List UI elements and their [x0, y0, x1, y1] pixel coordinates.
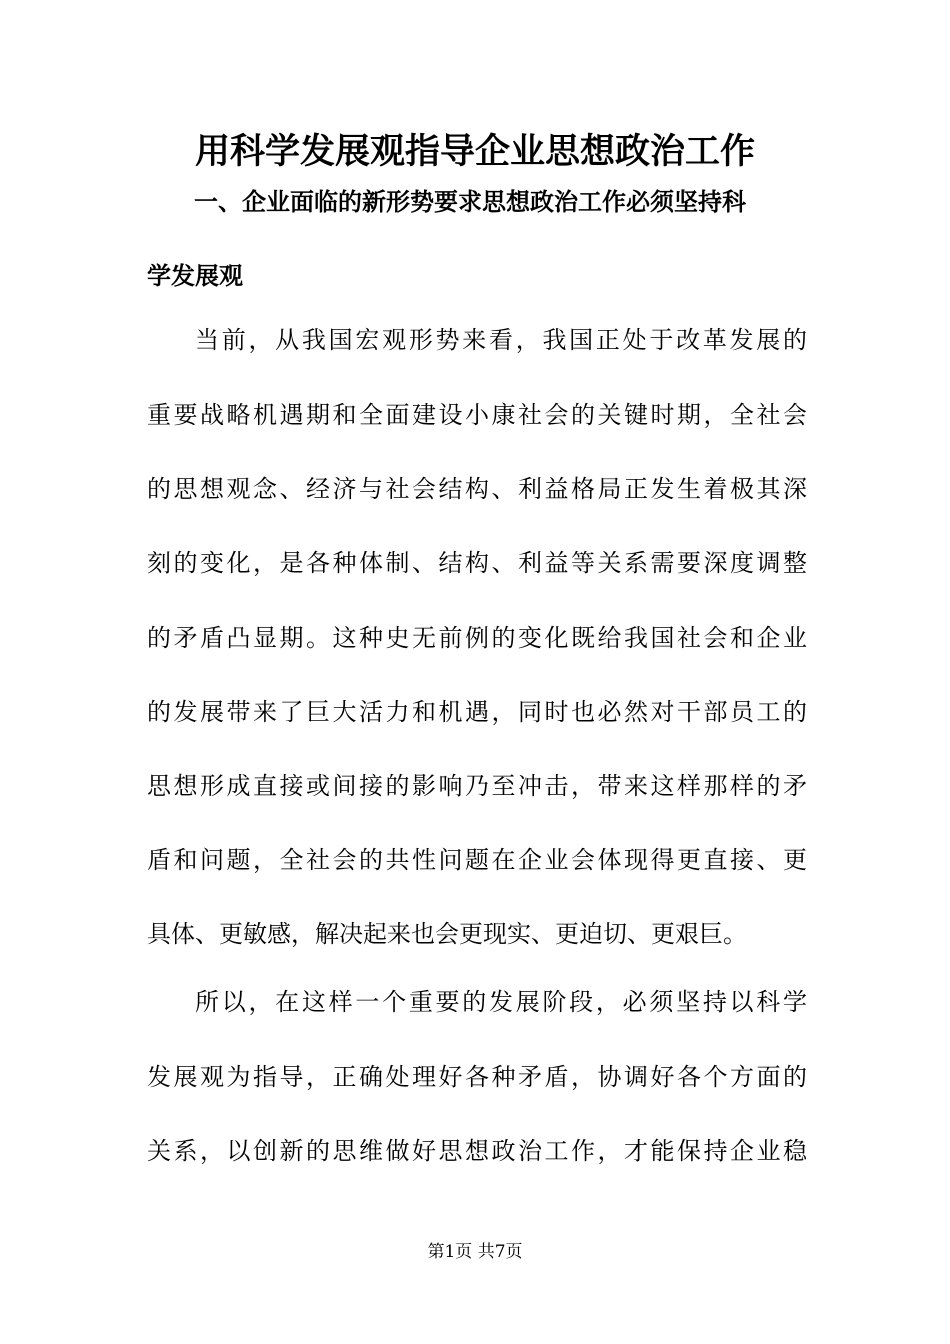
paragraph-2-line-1: 所以，在这样一个重要的发展阶段，必须坚持以科学: [195, 988, 807, 1016]
paragraph-1-line-7: 思想形成直接或间接的影响乃至冲击，带来这样那样的矛: [147, 772, 807, 800]
paragraph-2-line-3: 关系，以创新的思维做好思想政治工作，才能保持企业稳: [147, 1137, 807, 1165]
paragraph-1-line-8: 盾和问题，全社会的共性问题在企业会体现得更直接、更: [147, 846, 807, 874]
paragraph-1-line-3: 的思想观念、经济与社会结构、利益格局正发生着极其深: [147, 475, 807, 503]
paragraph-1-line-4: 刻的变化，是各种体制、结构、利益等关系需要深度调整: [147, 549, 807, 577]
paragraph-1-line-9: 具体、更敏感，解决起来也会更现实、更迫切、更艰巨。: [147, 920, 747, 948]
paragraph-1-line-6: 的发展带来了巨大活力和机遇，同时也必然对干部员工的: [147, 698, 807, 726]
document-title: 用科学发展观指导企业思想政治工作: [194, 132, 755, 172]
paragraph-2-line-2: 发展观为指导，正确处理好各种矛盾，协调好各个方面的: [147, 1063, 807, 1091]
paragraph-1-line-1: 当前，从我国宏观形势来看，我国正处于改革发展的: [195, 326, 807, 354]
paragraph-1-line-5: 的矛盾凸显期。这种史无前例的变化既给我国社会和企业: [147, 624, 807, 652]
page-number-footer: 第1页 共7页: [427, 1242, 523, 1262]
paragraph-1-line-2: 重要战略机遇期和全面建设小康社会的关键时期，全社会: [147, 401, 807, 429]
section-heading-line-1: 一、企业面临的新形势要求思想政治工作必须坚持科: [194, 188, 746, 216]
section-heading-line-2: 学发展观: [147, 262, 243, 290]
